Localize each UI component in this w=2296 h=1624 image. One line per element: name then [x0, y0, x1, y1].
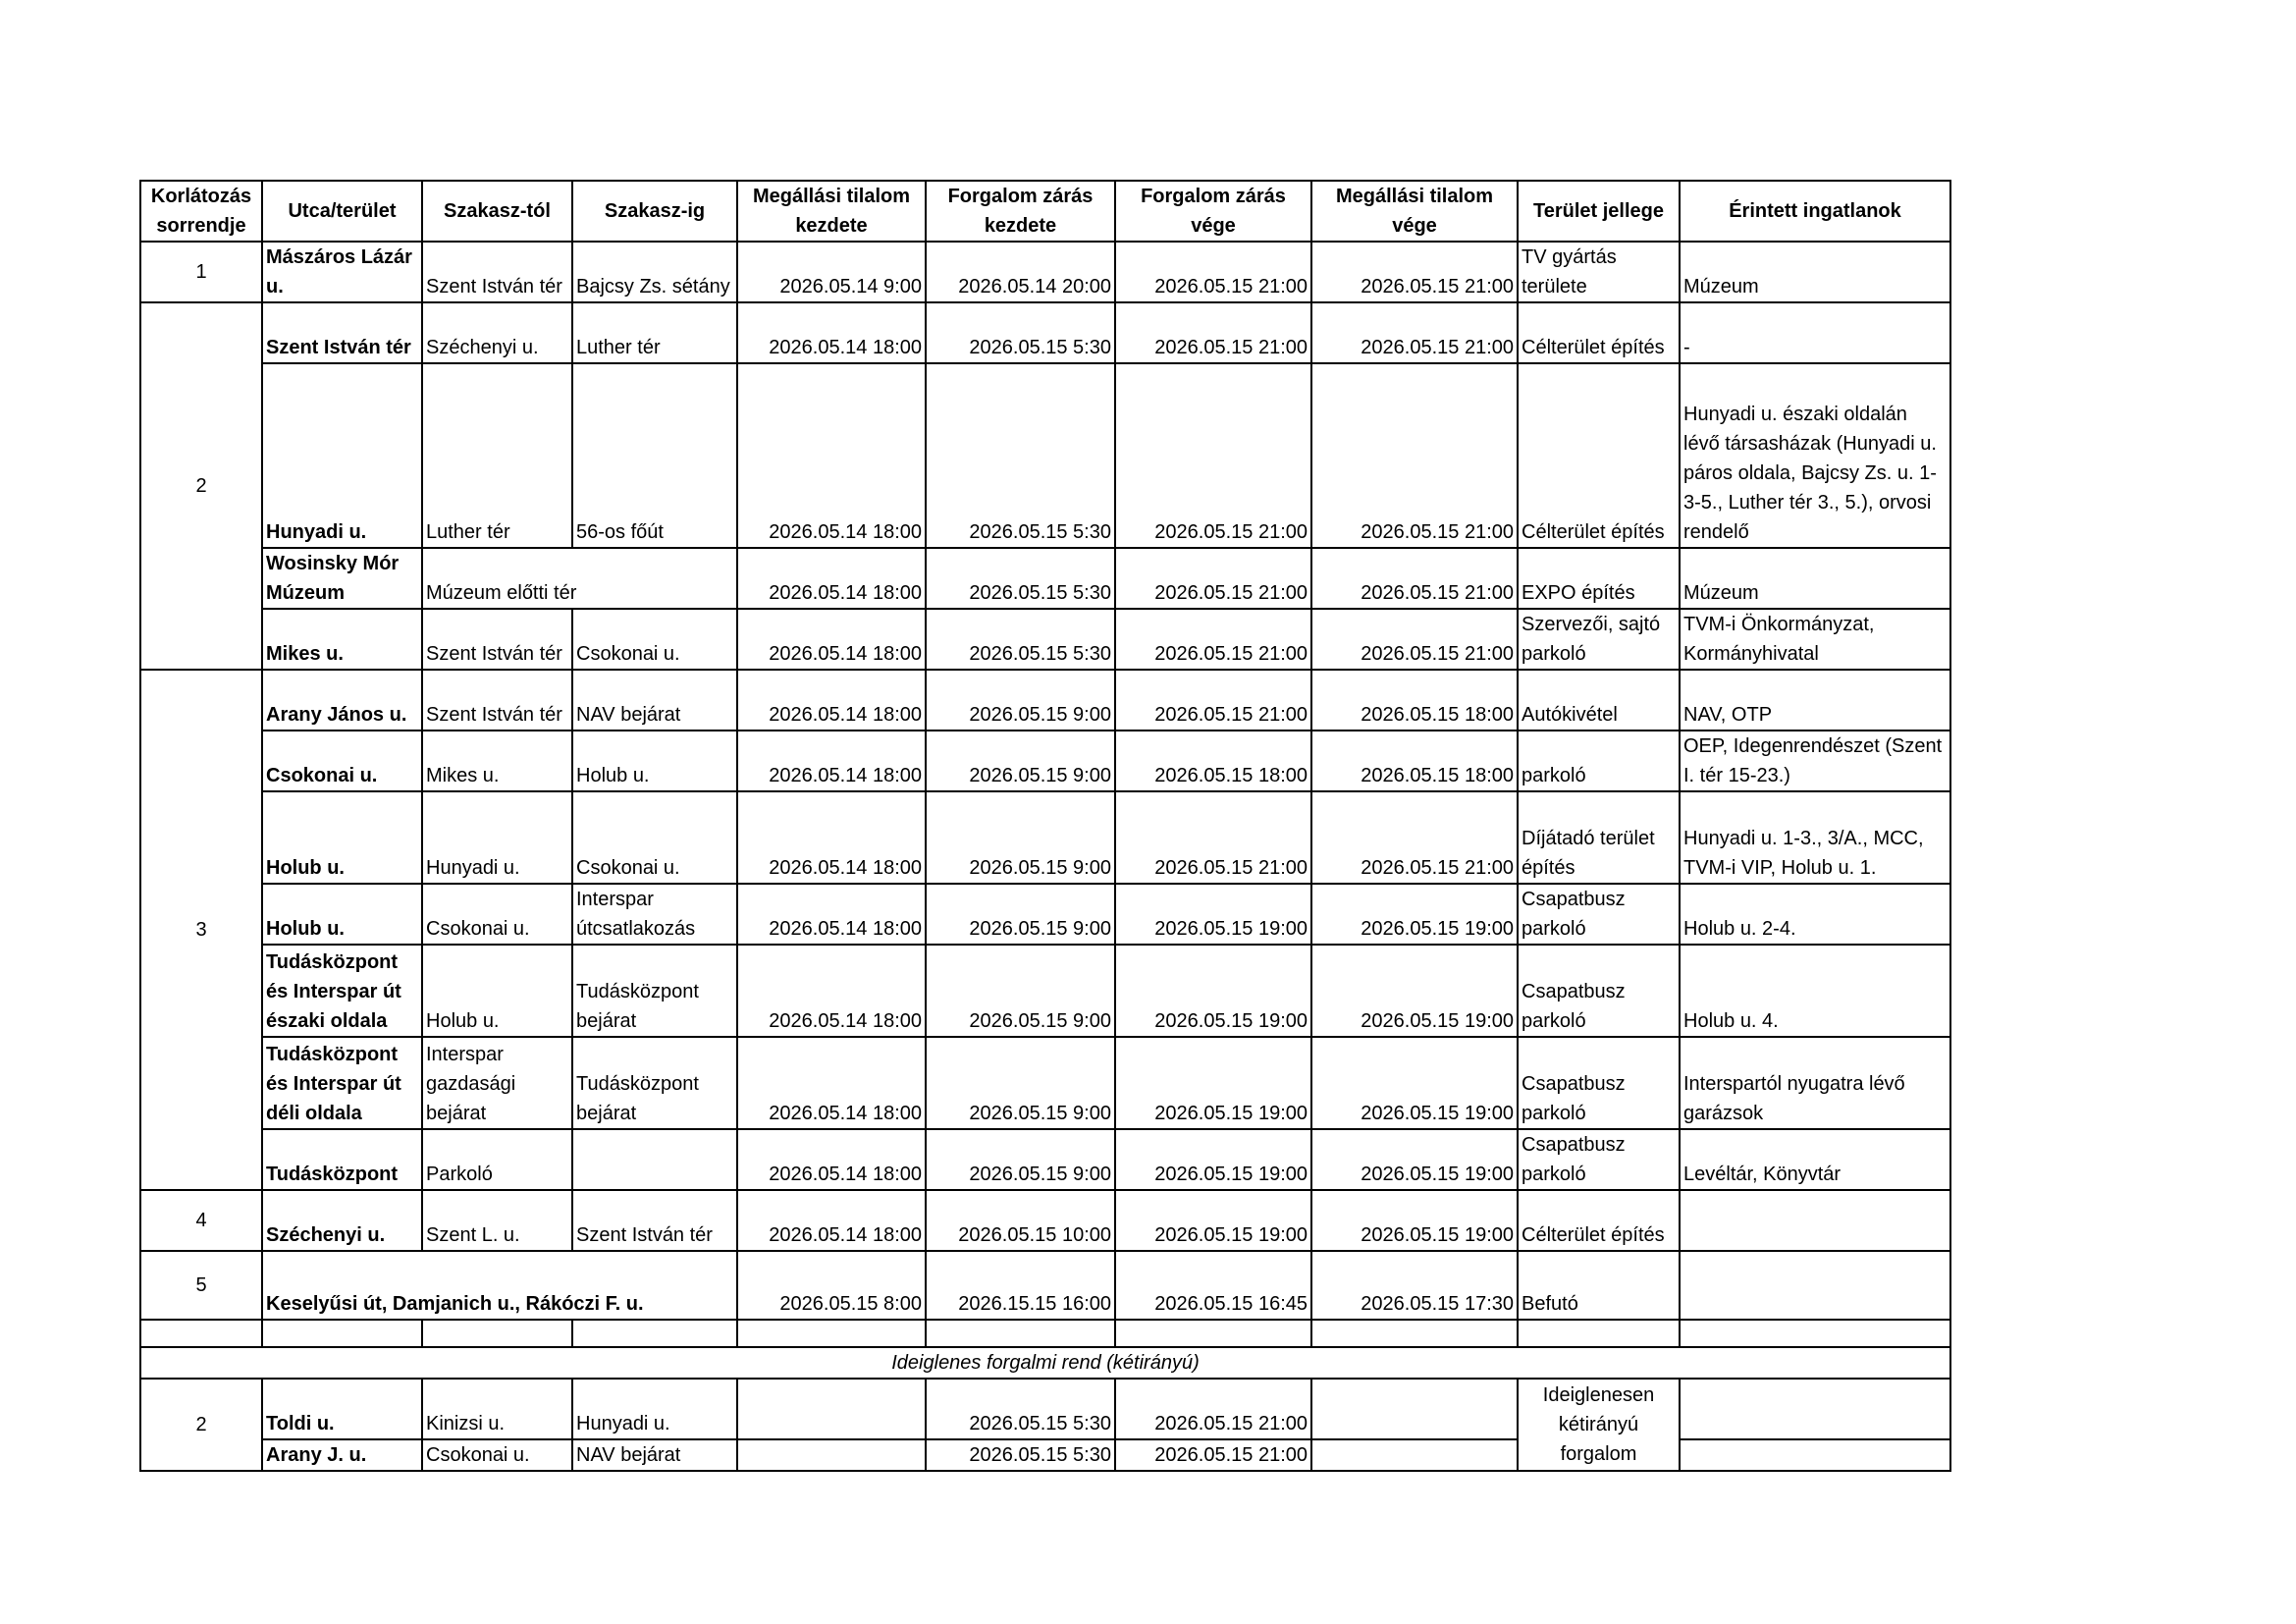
- to-cell: Tudásközpont bejárat: [572, 945, 737, 1037]
- table-row: [140, 791, 1950, 884]
- table-row: [140, 363, 1950, 548]
- blank-cell: [572, 1320, 737, 1347]
- stop-end-cell: 2026.05.15 21:00: [1311, 548, 1518, 609]
- from-to-cell: Múzeum előtti tér: [422, 548, 737, 609]
- close-start-cell: 2026.05.15 9:00: [926, 1037, 1115, 1129]
- to-cell: Interspar útcsatlakozás: [572, 884, 737, 945]
- street-cell: Holub u.: [262, 791, 422, 884]
- order-cell: 2: [140, 302, 262, 670]
- stop-end-cell: 2026.05.15 19:00: [1311, 945, 1518, 1037]
- stop-start-cell: 2026.05.14 18:00: [737, 548, 926, 609]
- table-row: [140, 609, 1950, 670]
- close-start-cell: 2026.05.15 9:00: [926, 945, 1115, 1037]
- from-cell: Kinizsi u.: [422, 1379, 572, 1439]
- affected-cell: Hunyadi u. északi oldalán lévő társasházak (Hunyadi u. páros oldala, Bajcsy Zs. u. 1-3-5., Luther tér 3., 5.), orvosi rendelő: [1680, 363, 1950, 548]
- street-cell: Tudásközpont és Interspar út északi oldala: [262, 945, 422, 1037]
- blank-cell: [1311, 1320, 1518, 1347]
- affected-cell: [1680, 1190, 1950, 1251]
- blank-cell: [1518, 1320, 1680, 1347]
- from-cell: Luther tér: [422, 363, 572, 548]
- stop-start-cell: 2026.05.14 18:00: [737, 945, 926, 1037]
- stop-end-cell: 2026.05.15 18:00: [1311, 670, 1518, 731]
- header-street: Utca/terület: [262, 181, 422, 242]
- affected-cell: Hunyadi u. 1-3., 3/A., MCC, TVM-i VIP, Holub u. 1.: [1680, 791, 1950, 884]
- to-cell: [572, 1129, 737, 1190]
- affected-cell: Múzeum: [1680, 548, 1950, 609]
- from-cell: Holub u.: [422, 945, 572, 1037]
- stop-start-cell: 2026.05.14 18:00: [737, 363, 926, 548]
- area-type-cell: Befutó: [1518, 1251, 1680, 1320]
- close-start-cell: 2026.05.15 9:00: [926, 884, 1115, 945]
- stop-end-cell: 2026.05.15 18:00: [1311, 731, 1518, 791]
- header-from: Szakasz-tól: [422, 181, 572, 242]
- stop-end-cell: 2026.05.15 21:00: [1311, 609, 1518, 670]
- to-cell: Csokonai u.: [572, 609, 737, 670]
- table-row: [140, 1439, 1950, 1471]
- close-start-cell: 2026.05.14 20:00: [926, 242, 1115, 302]
- affected-cell: -: [1680, 302, 1950, 363]
- close-start-cell: 2026.05.15 9:00: [926, 670, 1115, 731]
- area-type-cell: Autókivétel: [1518, 670, 1680, 731]
- close-start-cell: 2026.05.15 9:00: [926, 791, 1115, 884]
- header-row: [140, 181, 1950, 242]
- section-title: Ideiglenes forgalmi rend (kétirányú): [140, 1347, 1950, 1379]
- stop-end-cell: [1311, 1439, 1518, 1471]
- to-cell: Holub u.: [572, 731, 737, 791]
- stop-end-cell: 2026.05.15 19:00: [1311, 1129, 1518, 1190]
- table-row: [140, 1379, 1950, 1439]
- stop-start-cell: [737, 1379, 926, 1439]
- close-end-cell: 2026.05.15 21:00: [1115, 242, 1311, 302]
- close-start-cell: 2026.05.15 5:30: [926, 548, 1115, 609]
- stop-end-cell: 2026.05.15 19:00: [1311, 884, 1518, 945]
- table-row: [140, 884, 1950, 945]
- street-cell: Keselyűsi út, Damjanich u., Rákóczi F. u.: [262, 1251, 737, 1320]
- stop-start-cell: 2026.05.14 18:00: [737, 1037, 926, 1129]
- table-row: [140, 1037, 1950, 1129]
- table-row: [140, 1190, 1950, 1251]
- stop-end-cell: 2026.05.15 21:00: [1311, 791, 1518, 884]
- table-row: [140, 548, 1950, 609]
- affected-cell: NAV, OTP: [1680, 670, 1950, 731]
- close-end-cell: 2026.05.15 19:00: [1115, 884, 1311, 945]
- table-row: [140, 731, 1950, 791]
- table-row: [140, 945, 1950, 1037]
- close-end-cell: 2026.05.15 21:00: [1115, 1379, 1311, 1439]
- from-cell: Csokonai u.: [422, 884, 572, 945]
- close-end-cell: 2026.05.15 21:00: [1115, 1439, 1311, 1471]
- table-row: [140, 242, 1950, 302]
- street-cell: Toldi u.: [262, 1379, 422, 1439]
- close-end-cell: 2026.05.15 21:00: [1115, 791, 1311, 884]
- street-cell: Holub u.: [262, 884, 422, 945]
- stop-start-cell: 2026.05.14 18:00: [737, 731, 926, 791]
- header-close-start: Forgalom zárás kezdete: [926, 181, 1115, 242]
- close-end-cell: 2026.05.15 21:00: [1115, 548, 1311, 609]
- street-cell: Hunyadi u.: [262, 363, 422, 548]
- close-end-cell: 2026.05.15 21:00: [1115, 670, 1311, 731]
- to-cell: Luther tér: [572, 302, 737, 363]
- area-type-cell: Csapatbusz parkoló: [1518, 884, 1680, 945]
- street-cell: Csokonai u.: [262, 731, 422, 791]
- stop-start-cell: 2026.05.15 8:00: [737, 1251, 926, 1320]
- blank-cell: [1680, 1320, 1950, 1347]
- stop-end-cell: 2026.05.15 21:00: [1311, 242, 1518, 302]
- blank-row: [140, 1320, 1950, 1347]
- area-type-cell: Célterület építés: [1518, 1190, 1680, 1251]
- close-end-cell: 2026.05.15 19:00: [1115, 1190, 1311, 1251]
- street-cell: Mászáros Lázár u.: [262, 242, 422, 302]
- order-cell: 3: [140, 670, 262, 1190]
- area-type-cell: TV gyártás területe: [1518, 242, 1680, 302]
- blank-cell: [737, 1320, 926, 1347]
- blank-cell: [926, 1320, 1115, 1347]
- street-cell: Wosinsky Mór Múzeum: [262, 548, 422, 609]
- from-cell: Szent István tér: [422, 670, 572, 731]
- affected-cell: Holub u. 2-4.: [1680, 884, 1950, 945]
- stop-end-cell: 2026.05.15 21:00: [1311, 363, 1518, 548]
- affected-cell: Holub u. 4.: [1680, 945, 1950, 1037]
- close-end-cell: 2026.05.15 16:45: [1115, 1251, 1311, 1320]
- affected-cell: Interspartól nyugatra lévő garázsok: [1680, 1037, 1950, 1129]
- area-type-cell: Célterület építés: [1518, 363, 1680, 548]
- to-cell: Hunyadi u.: [572, 1379, 737, 1439]
- close-start-cell: 2026.05.15 9:00: [926, 1129, 1115, 1190]
- area-type-cell: Ideiglenesen kétirányú forgalom: [1518, 1379, 1680, 1471]
- from-cell: Mikes u.: [422, 731, 572, 791]
- stop-start-cell: 2026.05.14 18:00: [737, 1129, 926, 1190]
- blank-cell: [262, 1320, 422, 1347]
- affected-cell: [1680, 1379, 1950, 1439]
- blank-cell: [1115, 1320, 1311, 1347]
- stop-start-cell: 2026.05.14 18:00: [737, 609, 926, 670]
- order-cell: 4: [140, 1190, 262, 1251]
- street-cell: Tudásközpont: [262, 1129, 422, 1190]
- close-end-cell: 2026.05.15 21:00: [1115, 609, 1311, 670]
- stop-end-cell: 2026.05.15 17:30: [1311, 1251, 1518, 1320]
- close-end-cell: 2026.05.15 19:00: [1115, 945, 1311, 1037]
- from-cell: Szent István tér: [422, 242, 572, 302]
- header-close-end: Forgalom zárás vége: [1115, 181, 1311, 242]
- order-cell: 1: [140, 242, 262, 302]
- stop-start-cell: 2026.05.14 18:00: [737, 670, 926, 731]
- from-cell: Hunyadi u.: [422, 791, 572, 884]
- table-row: [140, 1251, 1950, 1320]
- order-cell: 5: [140, 1251, 262, 1320]
- table-row: [140, 302, 1950, 363]
- from-cell: Szent István tér: [422, 609, 572, 670]
- close-start-cell: 2026.05.15 5:30: [926, 302, 1115, 363]
- close-start-cell: 2026.05.15 5:30: [926, 609, 1115, 670]
- to-cell: Tudásközpont bejárat: [572, 1037, 737, 1129]
- area-type-cell: Csapatbusz parkoló: [1518, 945, 1680, 1037]
- close-end-cell: 2026.05.15 18:00: [1115, 731, 1311, 791]
- to-cell: 56-os főút: [572, 363, 737, 548]
- header-order: Korlátozás sorrendje: [140, 181, 262, 242]
- stop-start-cell: 2026.05.14 9:00: [737, 242, 926, 302]
- header-affected: Érintett ingatlanok: [1680, 181, 1950, 242]
- street-cell: Szent István tér: [262, 302, 422, 363]
- table-row: [140, 670, 1950, 731]
- area-type-cell: Szervezői, sajtó parkoló: [1518, 609, 1680, 670]
- close-start-cell: 2026.05.15 5:30: [926, 363, 1115, 548]
- affected-cell: Levéltár, Könyvtár: [1680, 1129, 1950, 1190]
- traffic-restriction-table: [139, 180, 1951, 1472]
- blank-cell: [422, 1320, 572, 1347]
- area-type-cell: Csapatbusz parkoló: [1518, 1037, 1680, 1129]
- street-cell: Arany J. u.: [262, 1439, 422, 1471]
- close-start-cell: 2026.05.15 5:30: [926, 1439, 1115, 1471]
- area-type-cell: Díjátadó terület építés: [1518, 791, 1680, 884]
- close-end-cell: 2026.05.15 21:00: [1115, 363, 1311, 548]
- header-stop-end: Megállási tilalom vége: [1311, 181, 1518, 242]
- area-type-cell: Csapatbusz parkoló: [1518, 1129, 1680, 1190]
- area-type-cell: Célterület építés: [1518, 302, 1680, 363]
- affected-cell: [1680, 1439, 1950, 1471]
- affected-cell: TVM-i Önkormányzat, Kormányhivatal: [1680, 609, 1950, 670]
- area-type-cell: EXPO építés: [1518, 548, 1680, 609]
- stop-start-cell: [737, 1439, 926, 1471]
- stop-start-cell: 2026.05.14 18:00: [737, 884, 926, 945]
- header-to: Szakasz-ig: [572, 181, 737, 242]
- stop-end-cell: 2026.05.15 19:00: [1311, 1190, 1518, 1251]
- header-stop-start: Megállási tilalom kezdete: [737, 181, 926, 242]
- close-start-cell: 2026.15.15 16:00: [926, 1251, 1115, 1320]
- from-cell: Széchenyi u.: [422, 302, 572, 363]
- close-end-cell: 2026.05.15 21:00: [1115, 302, 1311, 363]
- section-row: [140, 1347, 1950, 1379]
- close-end-cell: 2026.05.15 19:00: [1115, 1037, 1311, 1129]
- stop-start-cell: 2026.05.14 18:00: [737, 791, 926, 884]
- stop-end-cell: 2026.05.15 19:00: [1311, 1037, 1518, 1129]
- from-cell: Parkoló: [422, 1129, 572, 1190]
- affected-cell: [1680, 1251, 1950, 1320]
- table-row: [140, 1129, 1950, 1190]
- close-end-cell: 2026.05.15 19:00: [1115, 1129, 1311, 1190]
- stop-start-cell: 2026.05.14 18:00: [737, 302, 926, 363]
- area-type-cell: parkoló: [1518, 731, 1680, 791]
- close-start-cell: 2026.05.15 5:30: [926, 1379, 1115, 1439]
- street-cell: Széchenyi u.: [262, 1190, 422, 1251]
- affected-cell: OEP, Idegenrendészet (Szent I. tér 15-23.): [1680, 731, 1950, 791]
- stop-start-cell: 2026.05.14 18:00: [737, 1190, 926, 1251]
- blank-cell: [140, 1320, 262, 1347]
- stop-end-cell: 2026.05.15 21:00: [1311, 302, 1518, 363]
- street-cell: Mikes u.: [262, 609, 422, 670]
- order-cell: 2: [140, 1379, 262, 1471]
- from-cell: Csokonai u.: [422, 1439, 572, 1471]
- to-cell: NAV bejárat: [572, 1439, 737, 1471]
- street-cell: Tudásközpont és Interspar út déli oldala: [262, 1037, 422, 1129]
- to-cell: Bajcsy Zs. sétány: [572, 242, 737, 302]
- from-cell: Szent L. u.: [422, 1190, 572, 1251]
- header-area-type: Terület jellege: [1518, 181, 1680, 242]
- street-cell: Arany János u.: [262, 670, 422, 731]
- from-cell: Interspar gazdasági bejárat: [422, 1037, 572, 1129]
- close-start-cell: 2026.05.15 10:00: [926, 1190, 1115, 1251]
- to-cell: Csokonai u.: [572, 791, 737, 884]
- stop-end-cell: [1311, 1379, 1518, 1439]
- close-start-cell: 2026.05.15 9:00: [926, 731, 1115, 791]
- affected-cell: Múzeum: [1680, 242, 1950, 302]
- to-cell: Szent István tér: [572, 1190, 737, 1251]
- to-cell: NAV bejárat: [572, 670, 737, 731]
